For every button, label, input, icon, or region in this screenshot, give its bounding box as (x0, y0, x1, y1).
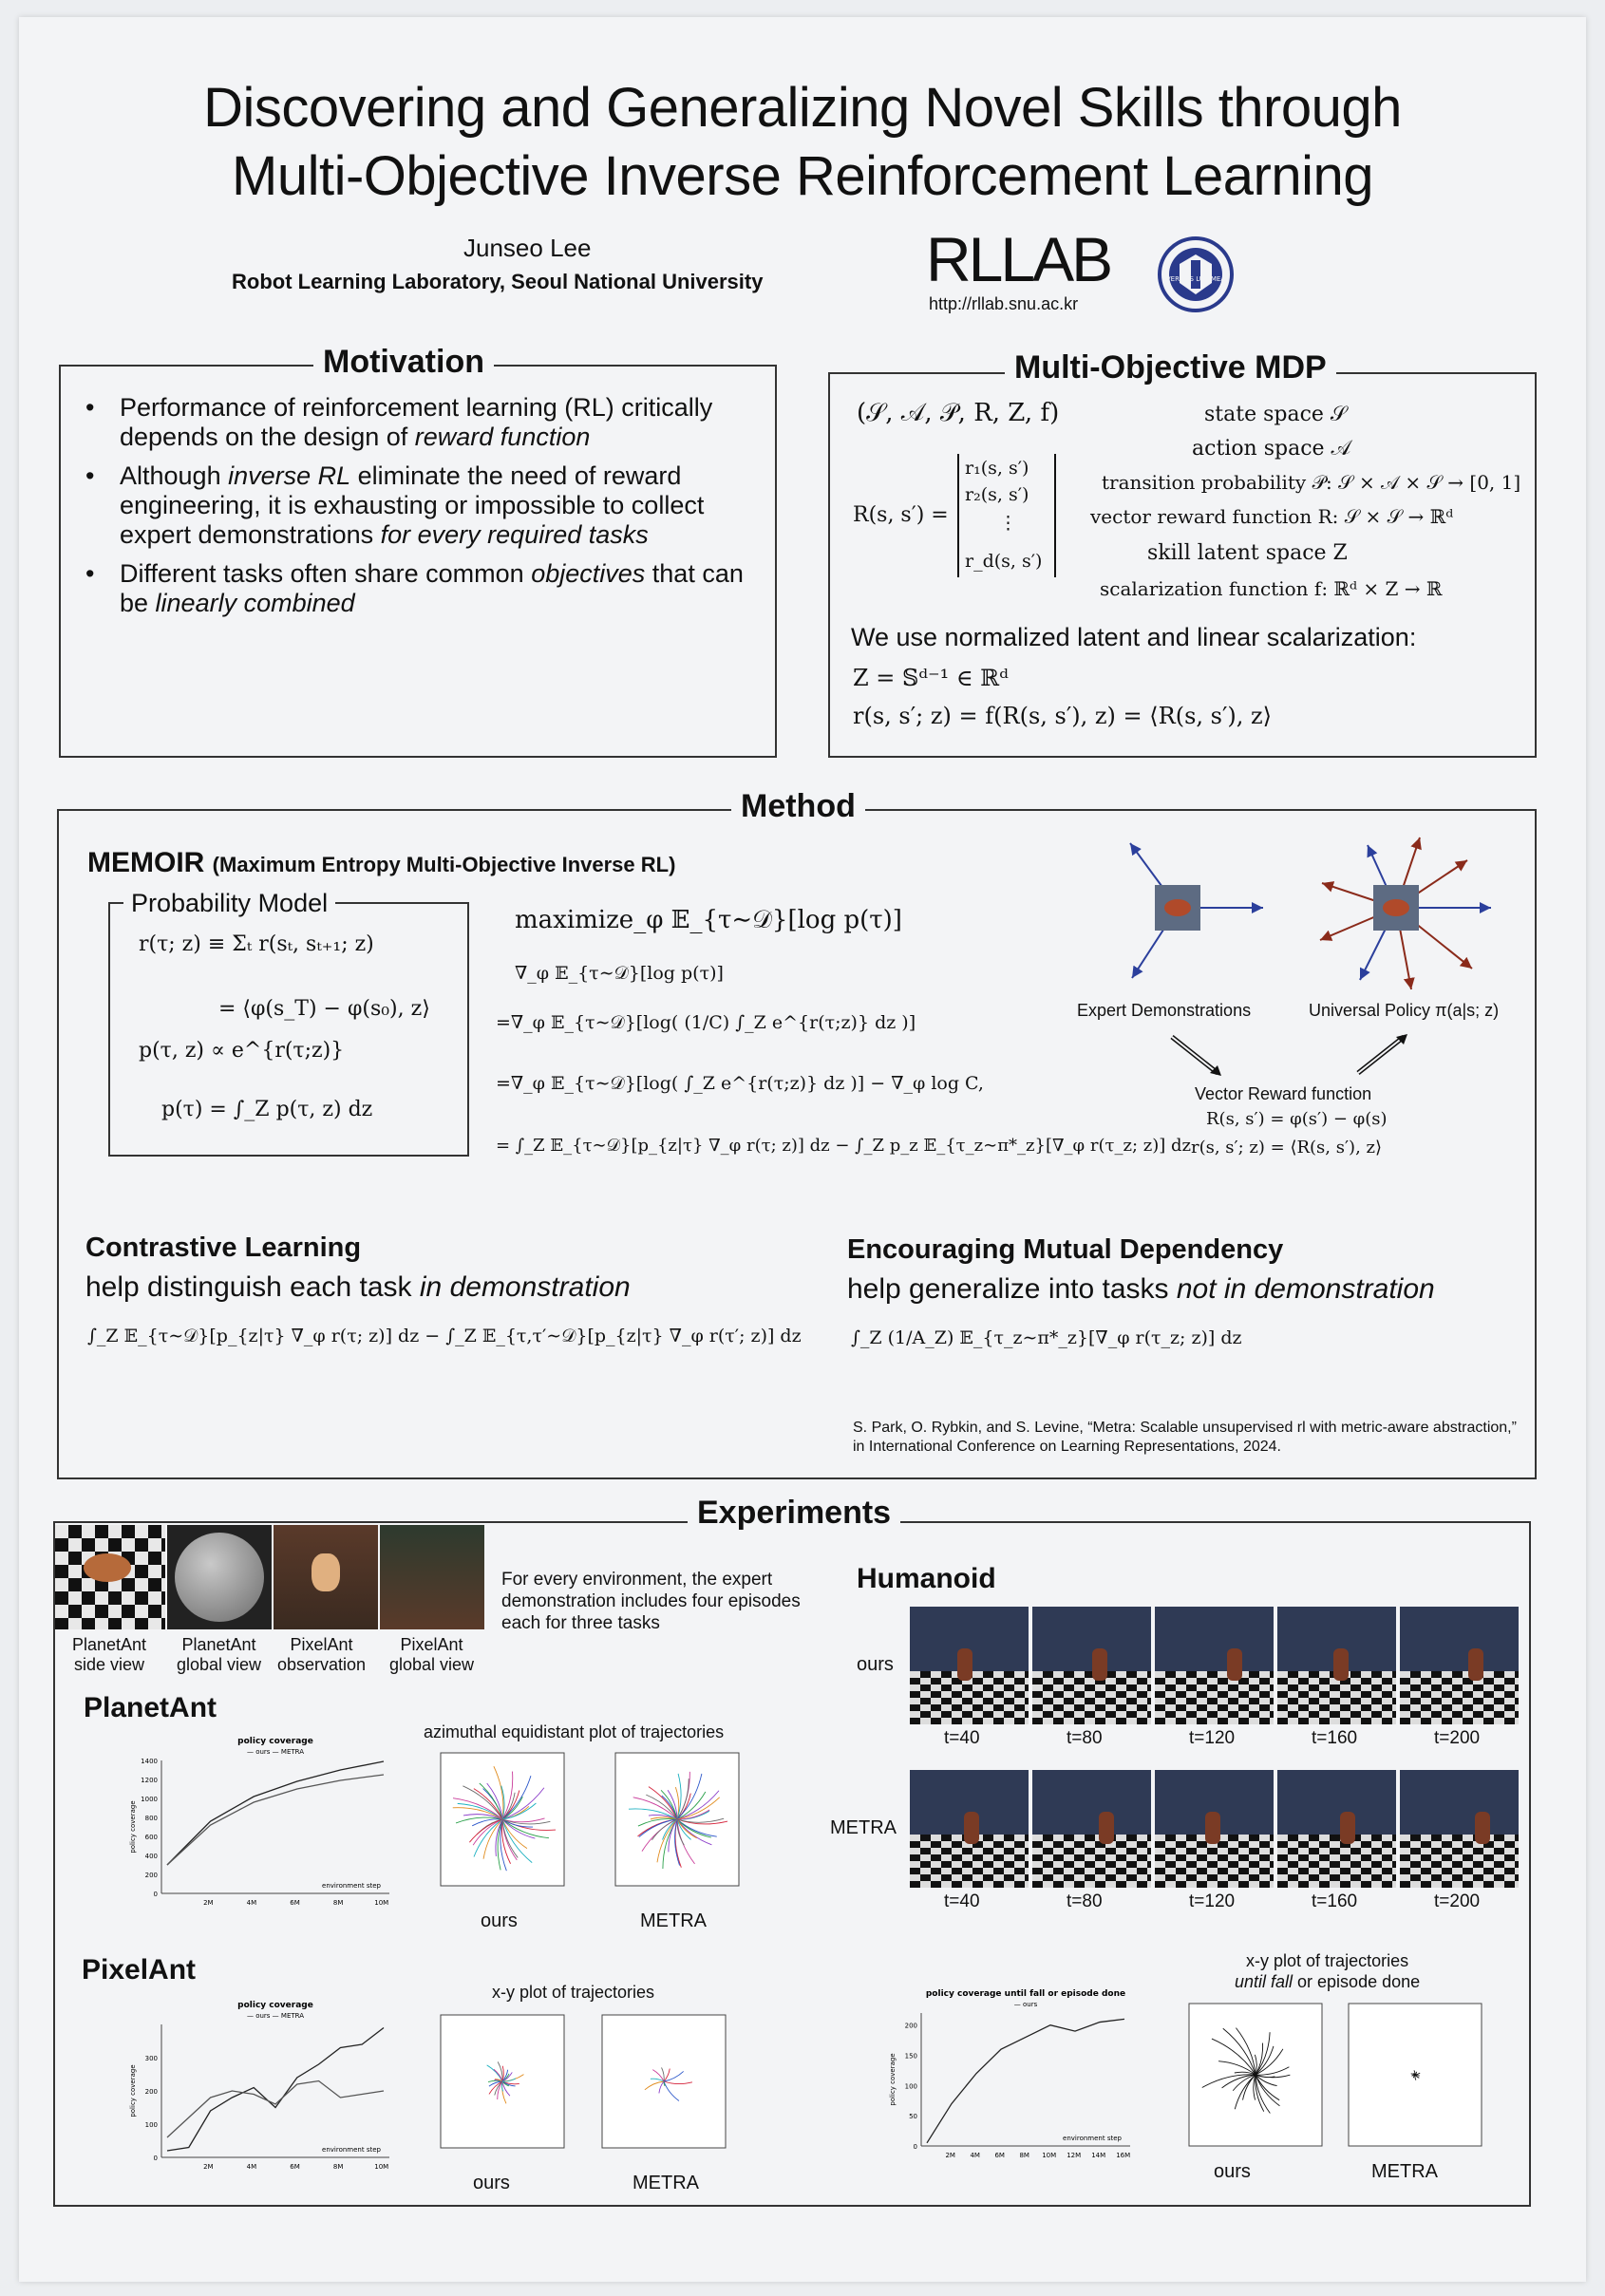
img-label-3: PixelAnt global view (389, 1635, 475, 1674)
contrastive-learning-title: Contrastive Learning (85, 1233, 362, 1263)
img-label-1: PlanetAnt global view (177, 1635, 262, 1674)
affiliation: Robot Learning Laboratory, Seoul National University (232, 270, 764, 293)
chart-xtick: 2M (945, 2152, 955, 2159)
chart-ytick: 0 (913, 2143, 917, 2151)
chart-xtick: 4M (970, 2152, 980, 2159)
momdp-def-latent: skill latent space Z (1147, 541, 1348, 565)
chart-xtick: 10M (374, 1899, 389, 1907)
pixelant-xy-plot-title: x-y plot of trajectories (492, 1983, 655, 2002)
momdp-title: Multi-Objective MDP (1005, 349, 1336, 386)
pixelant-metra-label: METRA (633, 2173, 699, 2193)
chart-legend: — ours — METRA (246, 2012, 305, 2020)
expert-demonstrations-label: Expert Demonstrations (1077, 1001, 1252, 1020)
chart-ytick: 1200 (141, 1777, 158, 1784)
mutual-dependency-title: Encouraging Mutual Dependency (847, 1234, 1284, 1265)
gradient-eq-1: ∇_φ 𝔼_{τ∼𝒟}[log p(τ)] (515, 963, 724, 984)
humanoid-frame (910, 1607, 1029, 1724)
chart-ytick: 200 (144, 2088, 158, 2096)
chart-ytick: 200 (144, 1872, 158, 1879)
chart-title: policy coverage (237, 2001, 313, 2010)
prob-model-eq-3: p(τ, z) ∝ e^{r(τ;z)} (139, 1039, 345, 1063)
vector-reward-eq-2: r(s, s′; z) = ⟨R(s, s′), z⟩ (1191, 1138, 1383, 1157)
gradient-eq-2: =∇_φ 𝔼_{τ∼𝒟}[log( (1/C) ∫_Z e^{r(τ;z)} dz )] (496, 1012, 916, 1033)
memoir-full-name: (Maximum Entropy Multi-Objective Inverse RL) (212, 853, 676, 876)
title-line-1: Discovering and Generalizing Novel Skills through (203, 77, 1402, 139)
mutual-dependency-subtitle: help generalize into tasks not in demonstration (847, 1273, 1435, 1305)
momdp-def-vector-reward: vector reward function R: 𝒮 × 𝒮 → ℝᵈ (1090, 505, 1454, 528)
chart-series-ours (167, 2028, 384, 2152)
humanoid-coverage-chart (883, 1985, 1140, 2174)
motivation-bullet-3: • Different tasks often share common objectives that can be linearly combined (85, 559, 760, 618)
flow-arrows (1164, 1026, 1525, 1082)
reward-vector-lhs: R(s, s′) = (853, 503, 949, 527)
momdp-use-text: We use normalized latent and linear scalarization: (851, 623, 1417, 651)
azimuthal-plot-title: azimuthal equidistant plot of trajectories (424, 1722, 725, 1741)
chart-ytick: 50 (909, 2113, 917, 2121)
chart-xtick: 6M (290, 2163, 300, 2171)
chart-title: policy coverage until fall or episode done (925, 1989, 1126, 1999)
humanoid-frame (1032, 1607, 1151, 1724)
chart-xtick: 6M (994, 2152, 1005, 2159)
reference-text: S. Park, O. Rybkin, and S. Levine, “Metra: Scalable unsupervised rl with metric-aware abstraction,” in International Conference on Learning Representations, 2024. (853, 1420, 1517, 1455)
pixelant-title: PixelAnt (82, 1954, 197, 1985)
universal-policy-label: Universal Policy π(a|s; z) (1309, 1001, 1500, 1020)
chart-series-ours (167, 1761, 384, 1865)
poster-title (0, 74, 1605, 211)
objective-eq: maximize_φ 𝔼_{τ∼𝒟}[log p(τ)] (515, 906, 902, 934)
humanoid-time-label: t=200 (1434, 1728, 1481, 1748)
motivation-bullets (85, 393, 760, 628)
humanoid-frame (1155, 1770, 1274, 1888)
chart-xtick: 8M (332, 1899, 344, 1907)
author-name: Junseo Lee (463, 234, 592, 262)
planetant-coverage-chart (123, 1732, 399, 1922)
chart-ytick: 150 (904, 2052, 917, 2061)
img-label-2: PixelAnt observation (277, 1635, 367, 1674)
prob-model-eq-2: = ⟨φ(s_T) − φ(s₀), z⟩ (218, 997, 430, 1021)
method-title: Method (731, 788, 865, 825)
chart-ylabel: policy coverage (129, 2064, 137, 2117)
humanoid-time-label: t=160 (1312, 1728, 1358, 1748)
vector-reward-label: Vector Reward function (1195, 1084, 1372, 1103)
chart-xlabel: environment step (1063, 2135, 1122, 2142)
contrastive-learning-subtitle: help distinguish each task in demonstration (85, 1271, 631, 1303)
chart-ylabel: policy coverage (889, 2053, 897, 2106)
planetant-metra-trajectory-plot (602, 1747, 745, 1899)
humanoid-row-metra-label: METRA (830, 1817, 897, 1838)
chart-ytick: 1400 (141, 1758, 158, 1765)
motivation-bullet-1: • Performance of reinforcement learning (RL) critically depends on the design of reward function (85, 393, 760, 452)
chart-xlabel: environment step (322, 2146, 381, 2154)
pixelant-observation-image (274, 1525, 378, 1629)
planetant-metra-label: METRA (640, 1910, 707, 1931)
chart-xtick: 4M (246, 1899, 257, 1907)
momdp-tuple: (𝒮, 𝒜, 𝒫, R, Z, f) (857, 399, 1060, 427)
snu-seal-icon (1157, 235, 1235, 313)
logo-url[interactable]: http://rllab.snu.ac.kr (929, 294, 1079, 313)
planetant-side-image (55, 1525, 165, 1629)
title-line-2: Multi-Objective Inverse Reinforcement Learning (232, 145, 1373, 207)
humanoid-frame (1277, 1770, 1396, 1888)
chart-xtick: 8M (332, 2163, 344, 2171)
reward-vector-r1: r₁(s, s′) (965, 458, 1029, 479)
chart-ylabel: policy coverage (129, 1800, 137, 1854)
reward-vector-r2: r₂(s, s′) (965, 484, 1029, 505)
pixelant-global-image (380, 1525, 484, 1629)
chart-xtick: 10M (374, 2163, 389, 2171)
humanoid-time-label: t=80 (1067, 1891, 1103, 1911)
prob-model-eq-1: r(τ; z) ≡ Σₜ r(sₜ, sₜ₊₁; z) (139, 932, 374, 956)
gradient-eq-4: = ∫_Z 𝔼_{τ∼𝒟}[p_{z|τ} ∇_φ r(τ; z)] dz − ∫_Z p_z 𝔼_{τ_z∼π*_z}[∇_φ r(τ_z; z)] dz (496, 1136, 1191, 1156)
humanoid-xy-plot-title: x-y plot of trajectories until fall or episode done (1235, 1951, 1421, 1991)
planetant-ours-trajectory-plot (427, 1747, 570, 1899)
humanoid-time-label: t=120 (1189, 1891, 1236, 1911)
memoir-title (87, 847, 675, 879)
momdp-eq-scalarization: r(s, s′; z) = f(R(s, s′), z) = ⟨R(s, s′), z⟩ (853, 703, 1273, 729)
humanoid-ours-trajectory-plot (1172, 2000, 1328, 2159)
humanoid-frame (1400, 1607, 1519, 1724)
chart-ytick: 600 (144, 1834, 158, 1841)
chart-xlabel: environment step (322, 1882, 381, 1890)
chart-series-ours (927, 2019, 1124, 2142)
chart-ytick: 300 (144, 2055, 158, 2062)
humanoid-row-ours-label: ours (857, 1654, 894, 1675)
experiments-title: Experiments (688, 1495, 900, 1532)
planetant-title: PlanetAnt (84, 1692, 217, 1723)
chart-xtick: 14M (1091, 2152, 1106, 2159)
chart-ytick: 100 (144, 2121, 158, 2129)
probability-model-title: Probability Model (123, 889, 335, 918)
pixelant-ours-label: ours (473, 2173, 510, 2193)
momdp-eq-latent: Z = 𝕊ᵈ⁻¹ ∈ ℝᵈ (853, 665, 1009, 691)
motivation-title: Motivation (313, 344, 494, 381)
humanoid-frame (910, 1770, 1029, 1888)
pixelant-ours-trajectory-plot (427, 2009, 570, 2161)
chart-ytick: 0 (153, 1891, 158, 1898)
humanoid-time-label: t=40 (944, 1891, 980, 1911)
momdp-def-state: state space 𝒮 (1204, 403, 1347, 426)
seal-text: VERITAS LUX MEA (1165, 275, 1226, 283)
img-label-0: PlanetAnt side view (72, 1635, 147, 1674)
chart-ytick: 0 (153, 2155, 158, 2162)
humanoid-time-label: t=160 (1312, 1891, 1358, 1911)
humanoid-ours-label: ours (1214, 2161, 1251, 2182)
chart-ytick: 400 (144, 1853, 158, 1860)
momdp-def-action: action space 𝒜 (1192, 437, 1351, 461)
humanoid-frame (1400, 1770, 1519, 1888)
chart-ytick: 200 (904, 2022, 917, 2030)
chart-title: policy coverage (237, 1737, 313, 1746)
vector-reward-eq-1: R(s, s′) = φ(s′) − φ(s) (1206, 1109, 1388, 1129)
humanoid-time-label: t=40 (944, 1728, 980, 1748)
chart-xtick: 16M (1116, 2152, 1131, 2159)
humanoid-frame (1277, 1607, 1396, 1724)
mutual-dependency-eq: ∫_Z (1/A_Z) 𝔼_{τ_z∼π*_z}[∇_φ r(τ_z; z)] dz (851, 1327, 1242, 1348)
planetant-ours-label: ours (481, 1910, 518, 1931)
environment-note: For every environment, the expert demonstration includes four episodes each for three tasks (501, 1570, 801, 1633)
humanoid-frame (1032, 1770, 1151, 1888)
humanoid-time-label: t=80 (1067, 1728, 1103, 1748)
momdp-box (828, 372, 1537, 758)
memoir-name: MEMOIR (87, 847, 205, 878)
chart-legend: — ours (1013, 2001, 1038, 2008)
rllab-logo: RLLAB (926, 224, 1111, 294)
chart-xtick: 6M (290, 1899, 300, 1907)
chart-xtick: 2M (203, 1899, 214, 1907)
momdp-def-scalarization: scalarization function f: ℝᵈ × Z → ℝ (1100, 577, 1443, 600)
prob-model-eq-4: p(τ) = ∫_Z p(τ, z) dz (161, 1098, 373, 1121)
chart-legend: — ours — METRA (246, 1748, 305, 1756)
chart-ytick: 800 (144, 1815, 158, 1822)
chart-xtick: 4M (246, 2163, 257, 2171)
humanoid-time-label: t=120 (1189, 1728, 1236, 1748)
pixelant-coverage-chart (123, 1996, 399, 2186)
planetant-global-image (167, 1525, 272, 1629)
chart-xtick: 8M (1019, 2152, 1029, 2159)
chart-series-metra (167, 1775, 384, 1865)
chart-ytick: 1000 (141, 1796, 158, 1803)
humanoid-title: Humanoid (857, 1563, 996, 1594)
reward-vector-dots: ⋮ (999, 513, 1017, 534)
momdp-def-transition: transition probability 𝒫: 𝒮 × 𝒜 × 𝒮 → [0, 1] (1102, 471, 1521, 494)
chart-xtick: 10M (1042, 2152, 1057, 2159)
humanoid-metra-trajectory-plot (1331, 2000, 1487, 2159)
chart-xtick: 2M (203, 2163, 214, 2171)
motivation-bullet-2: • Although inverse RL eliminate the need of reward engineering, it is exhausting or impossible to collect expert demonstrations for every required tasks (85, 461, 760, 550)
chart-ytick: 100 (904, 2082, 917, 2091)
chart-xtick: 12M (1067, 2152, 1082, 2159)
humanoid-frame (1155, 1607, 1274, 1724)
contrastive-learning-eq: ∫_Z 𝔼_{τ∼𝒟}[p_{z|τ} ∇_φ r(τ; z)] dz − ∫_Z 𝔼_{τ,τ′∼𝒟}[p_{z|τ} ∇_φ r(τ′; z)] dz (87, 1326, 802, 1346)
humanoid-metra-label: METRA (1371, 2161, 1438, 2182)
gradient-eq-3: =∇_φ 𝔼_{τ∼𝒟}[log( ∫_Z e^{r(τ;z)} dz )] − ∇_φ log C, (496, 1073, 984, 1094)
pixelant-metra-trajectory-plot (589, 2009, 731, 2161)
humanoid-time-label: t=200 (1434, 1891, 1481, 1911)
reward-vector-rd: r_d(s, s′) (965, 551, 1043, 572)
